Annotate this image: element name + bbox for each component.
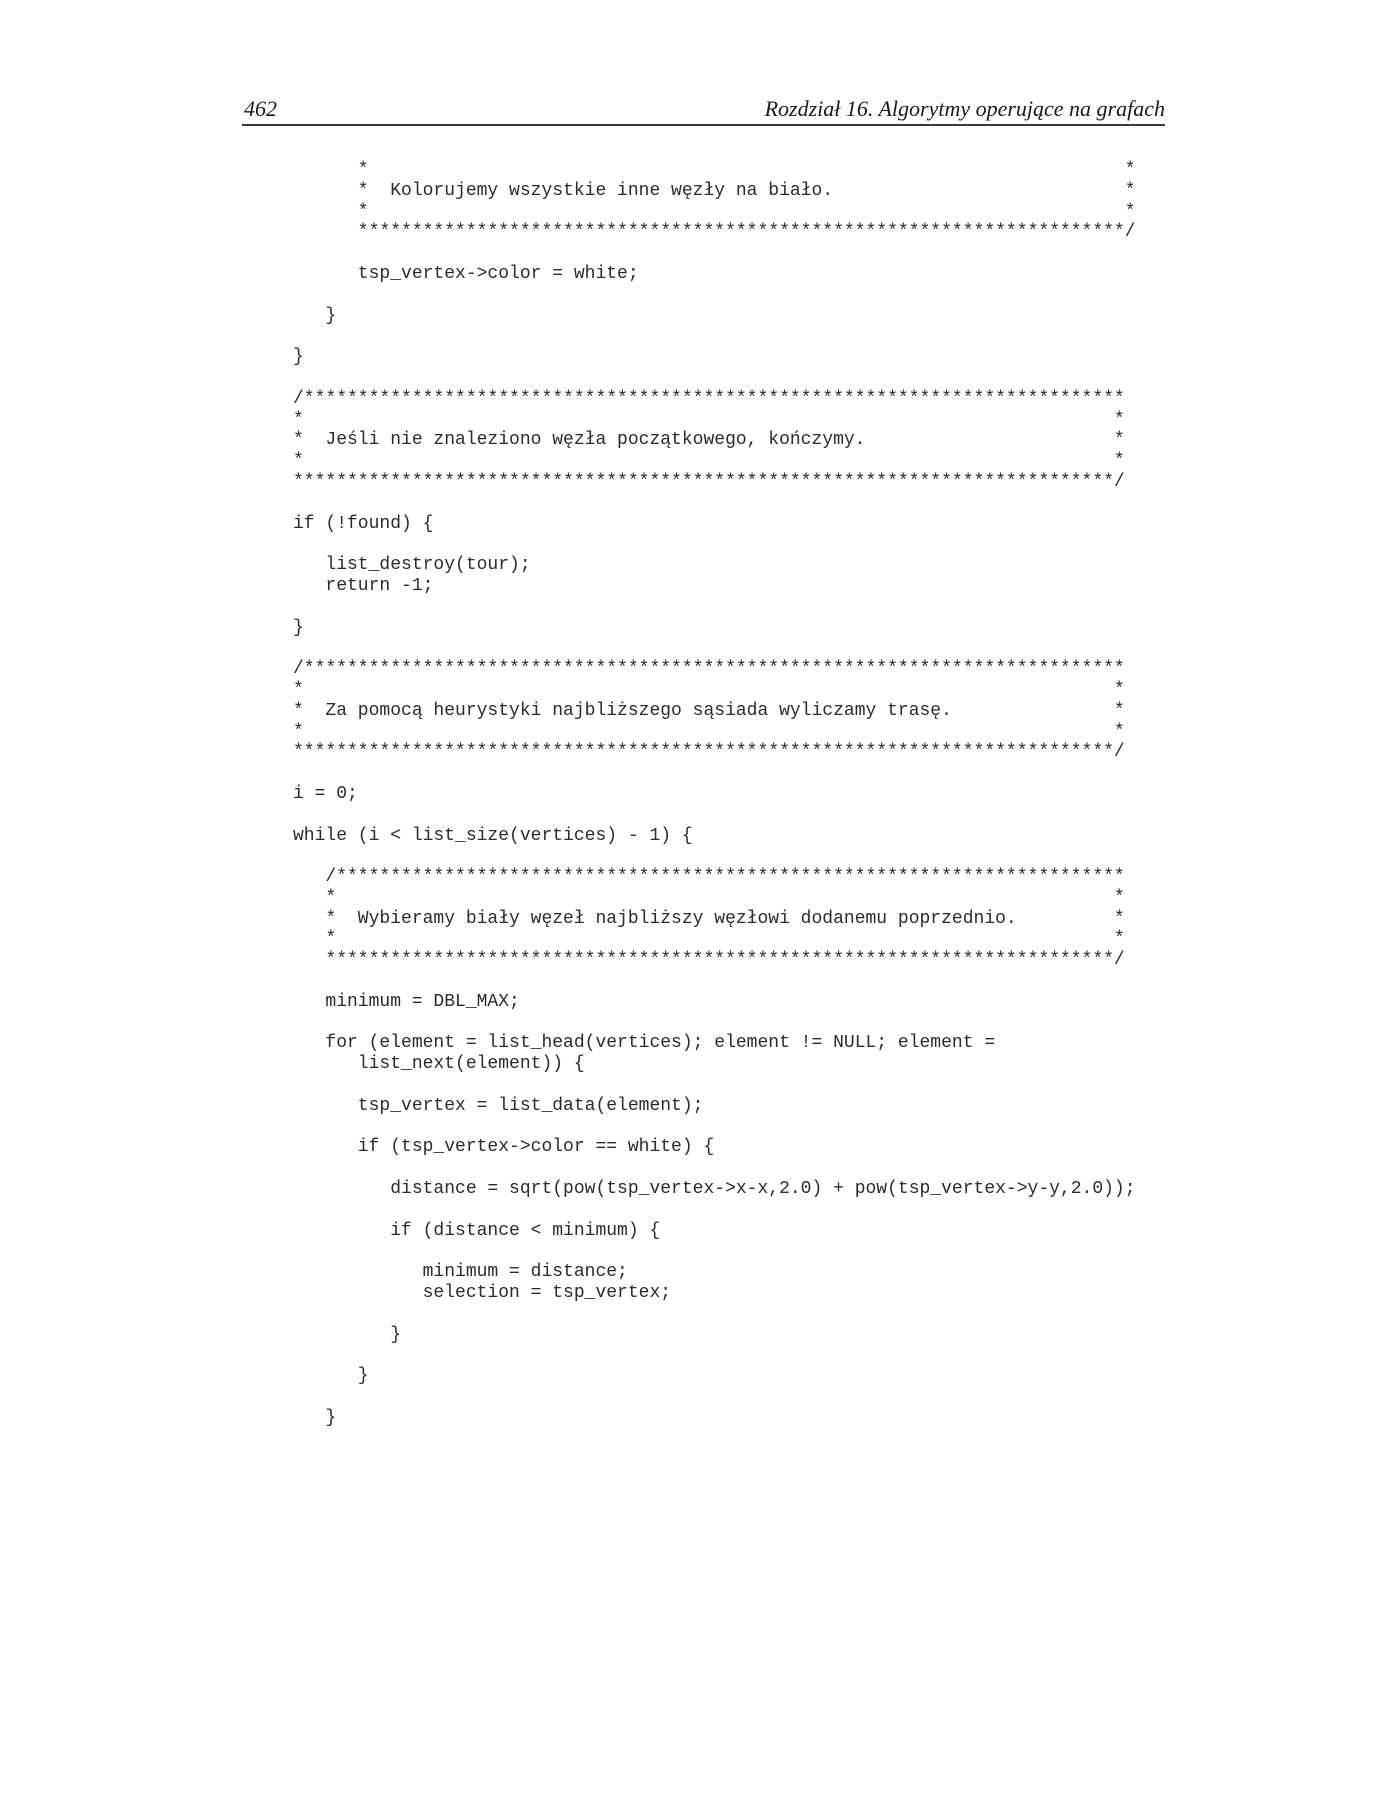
code-line: if (tsp_vertex->color == white) {: [293, 1137, 715, 1158]
code-line: i = 0;: [293, 783, 358, 804]
code-line: }: [293, 1324, 402, 1345]
code-line: * Za pomocą heurystyki najbliższego sąsiada wyliczamy trasę. *: [293, 700, 1125, 721]
code-line: }: [293, 1407, 337, 1428]
code-line: * *: [293, 451, 1125, 472]
code-line: * *: [293, 201, 1136, 222]
code-line: minimum = DBL_MAX;: [293, 991, 520, 1012]
code-line: * Wybieramy biały węzeł najbliższy węzłowi dodanemu poprzednio. *: [293, 908, 1125, 929]
code-line: distance = sqrt(pow(tsp_vertex->x-x,2.0) + pow(tsp_vertex->y-y,2.0));: [293, 1179, 1136, 1200]
code-line: *************************************************************************/: [293, 950, 1125, 971]
code-line: ****************************************************************************/: [293, 742, 1125, 763]
code-line: while (i < list_size(vertices) - 1) {: [293, 825, 693, 846]
code-line: }: [293, 617, 304, 638]
code-line: * *: [293, 409, 1125, 430]
chapter-title: Rozdział 16. Algorytmy operujące na grafach: [764, 96, 1165, 121]
code-line: if (!found) {: [293, 513, 434, 534]
code-line: if (distance < minimum) {: [293, 1220, 661, 1241]
code-line: * *: [293, 679, 1125, 700]
code-line: * *: [293, 929, 1125, 950]
code-line: list_next(element)) {: [293, 1054, 585, 1075]
code-line: /*************************************************************************: [293, 867, 1125, 888]
code-line: minimum = distance;: [293, 1262, 628, 1283]
code-line: tsp_vertex->color = white;: [293, 263, 639, 284]
code-line: * *: [293, 887, 1125, 908]
code-line: ***********************************************************************/: [293, 222, 1136, 243]
code-line: * *: [293, 160, 1136, 180]
code-line: list_destroy(tour);: [293, 555, 531, 576]
code-line: * Kolorujemy wszystkie inne węzły na biało. *: [293, 180, 1136, 201]
code-line: /****************************************************************************: [293, 388, 1125, 409]
page-number: 462: [244, 96, 277, 121]
code-line: selection = tsp_vertex;: [293, 1283, 672, 1304]
code-line: * Jeśli nie znaleziono węzła początkowego, kończymy. *: [293, 430, 1125, 451]
code-line: for (element = list_head(vertices); element != NULL; element =: [293, 1033, 996, 1054]
code-line: }: [293, 1366, 369, 1387]
code-listing: [293, 160, 1136, 1429]
code-line: ****************************************************************************/: [293, 471, 1125, 492]
code-line: }: [293, 347, 304, 368]
code-line: /****************************************************************************: [293, 659, 1125, 680]
code-line: }: [293, 305, 337, 326]
code-line: * *: [293, 721, 1125, 742]
header-divider: [242, 124, 1165, 126]
code-line: tsp_vertex = list_data(element);: [293, 1095, 704, 1116]
code-line: return -1;: [293, 575, 434, 596]
